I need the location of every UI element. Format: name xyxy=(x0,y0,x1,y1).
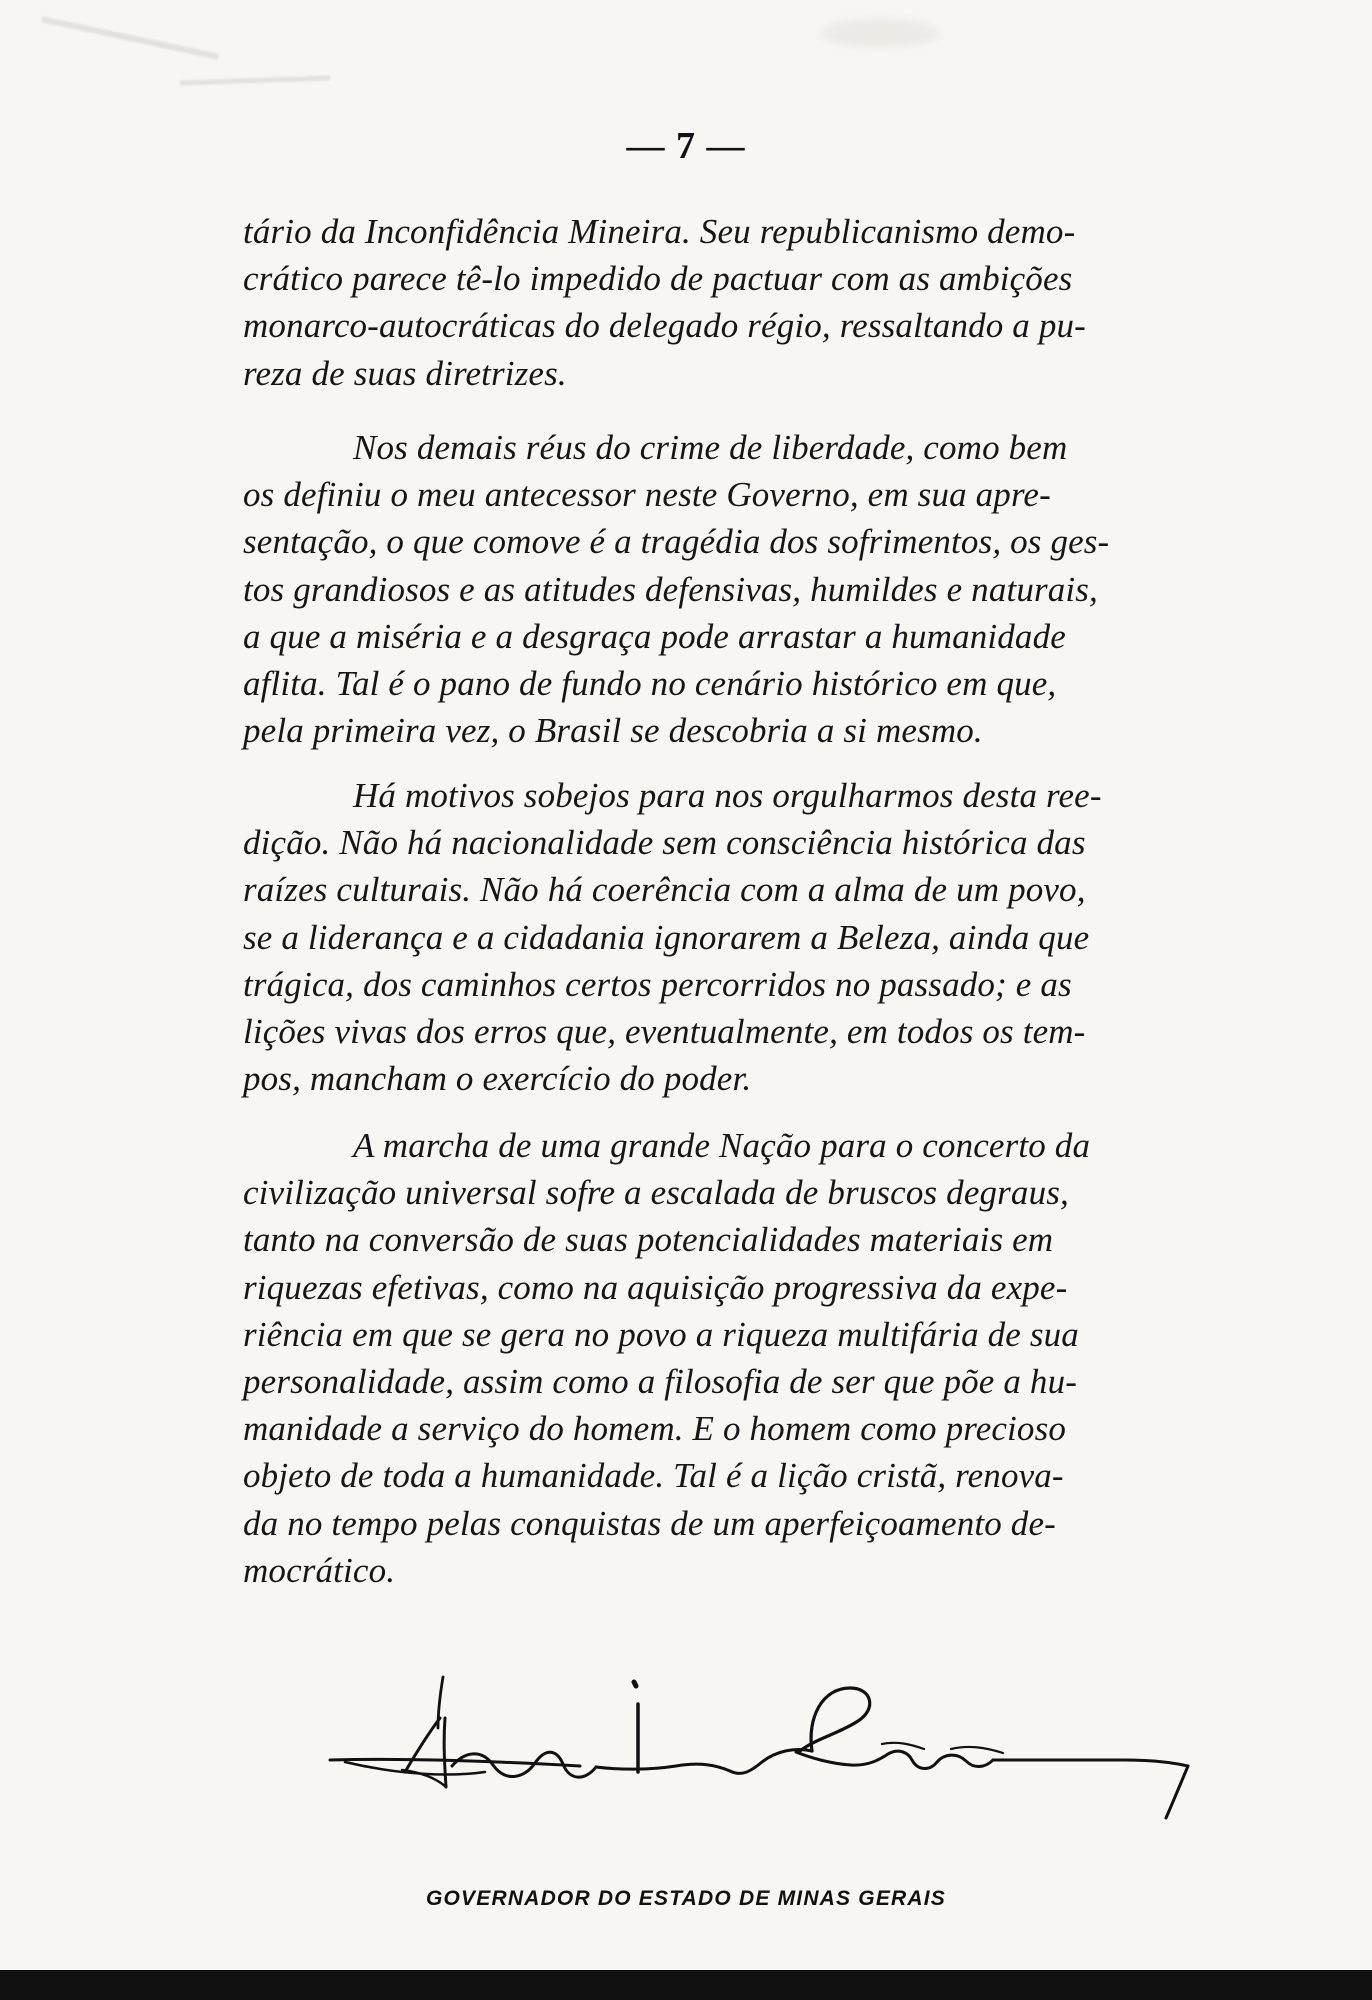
text-line: manidade a serviço do homem. E o homem como precioso xyxy=(243,1409,1067,1449)
text-line: da no tempo pelas conquistas de um aperfeiçoamento de- xyxy=(243,1503,1056,1543)
text-line: civilização universal sofre a escalada de bruscos degraus, xyxy=(243,1173,1069,1213)
scan-smudge xyxy=(180,75,330,85)
text-line: reza de suas diretrizes. xyxy=(243,353,567,393)
text-line: Nos demais réus do crime de liberdade, como bem xyxy=(353,428,1068,467)
scan-smudge xyxy=(41,16,218,59)
text-line: Há motivos sobejos para nos orgulharmos desta ree- xyxy=(353,776,1102,815)
text-line: raízes culturais. Não há coerência com a alma de um povo, xyxy=(243,870,1086,910)
text-line: os definiu o meu antecessor neste Governo, em sua apre- xyxy=(243,475,1051,515)
text-line: lições vivas dos erros que, eventualmente, em todos os tem- xyxy=(243,1011,1086,1051)
text-line: riquezas efetivas, como na aquisição progressiva da expe- xyxy=(243,1267,1068,1307)
text-line: personalidade, assim como a filosofia de ser que põe a hu- xyxy=(243,1361,1078,1401)
text-line: pela primeira vez, o Brasil se descobria a si mesmo. xyxy=(243,711,983,751)
text-line: tanto na conversão de suas potencialidades materiais em xyxy=(243,1220,1054,1260)
text-line: monarco-autocráticas do delegado régio, ressaltando a pu- xyxy=(243,306,1086,346)
text-line: crático parece tê-lo impedido de pactuar com as ambições xyxy=(243,259,1073,299)
text-line: sentação, o que comove é a tragédia dos sofrimentos, os ges- xyxy=(243,522,1110,562)
text-line: pos, mancham o exercício do poder. xyxy=(243,1059,752,1099)
scan-bottom-edge xyxy=(0,1970,1372,2000)
text-line: a que a miséria e a desgraça pode arrastar a humanidade xyxy=(243,616,1066,656)
text-line: riência em que se gera no povo a riqueza multifária de sua xyxy=(243,1314,1079,1354)
text-line: objeto de toda a humanidade. Tal é a lição cristã, renova- xyxy=(243,1456,1064,1496)
paragraph-1 xyxy=(243,208,1283,397)
paragraph-3 xyxy=(243,772,1283,1102)
text-line: tário da Inconfidência Mineira. Seu republicanismo demo- xyxy=(243,212,1076,251)
text-line: dição. Não há nacionalidade sem consciência histórica das xyxy=(243,823,1086,863)
paragraph-4 xyxy=(243,1122,1283,1594)
paragraph-2 xyxy=(243,424,1283,754)
scan-smudge xyxy=(820,18,940,48)
text-line: A marcha de uma grande Nação para o concerto da xyxy=(353,1126,1091,1165)
signature xyxy=(320,1600,1210,1820)
text-line: se a liderança e a cidadania ignorarem a Beleza, ainda que xyxy=(243,917,1090,957)
text-line: trágica, dos caminhos certos percorridos no passado; e as xyxy=(243,964,1072,1004)
text-line: mocrático. xyxy=(243,1550,396,1590)
footer-title: GOVERNADOR DO ESTADO DE MINAS GERAIS xyxy=(425,1887,947,1910)
page-number: — 7 — xyxy=(626,125,746,167)
text-line: tos grandiosos e as atitudes defensivas, humildes e naturais, xyxy=(243,569,1098,609)
text-line: aflita. Tal é o pano de fundo no cenário histórico em que, xyxy=(243,663,1057,703)
